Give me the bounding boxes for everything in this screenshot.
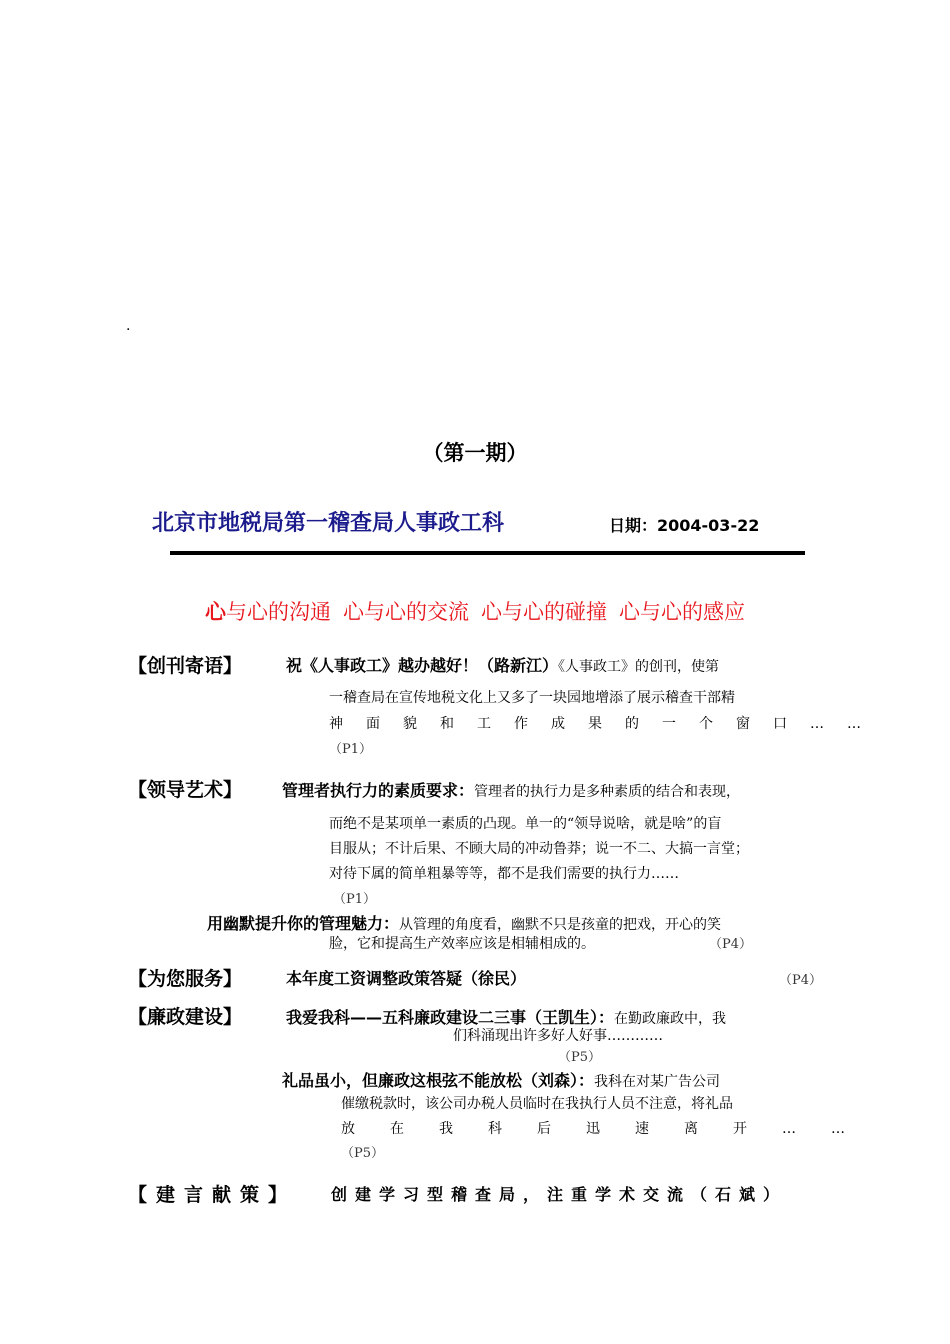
entry-headline: 祝《人事政工》越办越好！（路新江） (286, 656, 559, 675)
stray-dot: . (126, 318, 131, 334)
slogan-part-1: 与心的沟通 (226, 600, 331, 624)
entry-text-line: 催缴税款时，该公司办税人员临时在我执行人员不注意，将礼品 (341, 1096, 733, 1112)
page-ref: （P4） (709, 937, 753, 952)
entry-text-line-justified (341, 1118, 880, 1138)
entry-text-line-justified (329, 713, 884, 733)
entry-text-line: 对待下属的简单粗暴等等，都不是我们需要的执行力…… (329, 866, 679, 882)
entry-text: 在勤政廉政中，我 (614, 1011, 727, 1027)
entry-text: 《人事政工》的创刊，使第 (558, 659, 720, 675)
section-entry-humor (207, 911, 721, 934)
page-ref: （P1） (333, 892, 377, 907)
page-ref: （P5） (558, 1050, 602, 1065)
entry-text: 从管理的角度看，幽默不只是孩童的把戏，开心的笑 (399, 917, 722, 933)
entry-headline: 管理者执行力的素质要求： (282, 781, 475, 800)
entry-text-line: 脸，它和提高生产效率应该是相辅相成的。 (329, 936, 595, 952)
issue-number: （第一期） (422, 441, 528, 465)
section-entry-leadership (282, 778, 740, 801)
entry-text: 我科在对某广告公司 (594, 1074, 721, 1090)
entry-text-line: 神面貌和工作成果的一个窗口…… (329, 716, 884, 732)
section-label-inaugural: 【创刊寄语】 (128, 655, 243, 677)
section-entry-gift (282, 1068, 720, 1091)
entry-text: 管理者的执行力是多种素质的结合和表现， (474, 784, 741, 800)
entry-text-line: 们科涌现出许多好人好事………… (453, 1028, 663, 1044)
page-ref: （P1） (329, 742, 373, 757)
page-ref: （P5） (341, 1146, 385, 1161)
entry-text-line: 放在我科后迅速离开…… (341, 1121, 880, 1137)
organization-title: 北京市地税局第一稽查局人事政工科 (152, 511, 505, 536)
section-label-suggestions: 【建言献策】 (128, 1184, 297, 1206)
section-label-integrity: 【廉政建设】 (128, 1006, 243, 1028)
entry-text-line: 一稽查局在宣传地税文化上又多了一块园地增添了展示稽查干部精 (329, 690, 735, 706)
section-label-leadership: 【领导艺术】 (128, 779, 243, 801)
section-entry-inaugural (286, 653, 719, 676)
slogan-part-3: 心与心的碰撞 (481, 600, 607, 624)
entry-text-line: 而绝不是某项单一素质的凸现。单一的“领导说啥，就是啥”的盲 (329, 816, 722, 832)
entry-headline: 我爱我科——五科廉政建设二三事（王凯生）： (286, 1008, 615, 1027)
entry-headline: 本年度工资调整政策答疑（徐民） (286, 969, 527, 988)
slogan-part-4: 心与心的感应 (619, 600, 745, 624)
issue-date: 日期：2004-03-22 (609, 516, 760, 535)
slogan-part-2: 心与心的交流 (343, 600, 469, 624)
section-label-service: 【为您服务】 (128, 968, 243, 990)
entry-text-line: 目服从；不计后果、不顾大局的冲动鲁莽；说一不二、大搞一言堂； (329, 841, 749, 857)
entry-headline: 用幽默提升你的管理魅力： (207, 914, 400, 933)
entry-headline: 礼品虽小，但廉政这根弦不能放松（刘森）： (282, 1071, 595, 1090)
slogan (0, 596, 950, 626)
entry-headline: 创建学习型稽查局，注重学术交流（石斌） (331, 1185, 788, 1204)
header-rule (170, 551, 805, 555)
slogan-first-char: 心 (205, 600, 226, 624)
page-ref: （P4） (779, 973, 823, 988)
